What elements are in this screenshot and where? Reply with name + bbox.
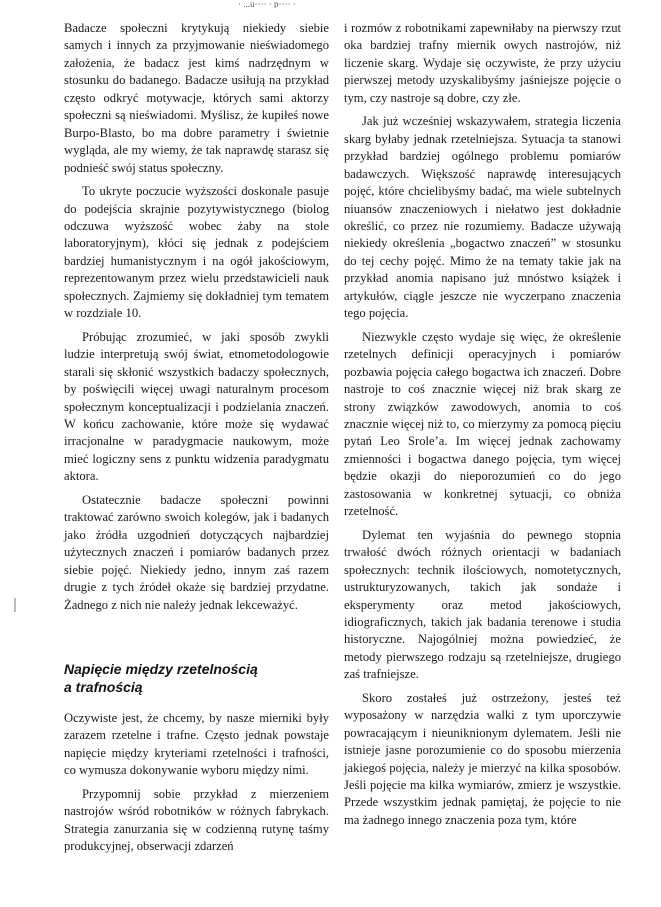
paragraph: Dylemat ten wyjaśnia do pewnego stopnia trwałość dwóch różnych orientacji w badaniach społecznych: technik ilościowych, nomotetycznych, ustrukturyzowanych, takich jak sondaże i eksperymenty oraz metod jakościowych, idiograficznych, takich jak badania terenowe i studia historyczne. Najogólniej można powiedzieć, że metody pierwszego rodzaju są rzetelniejsze, drugiego zaś trafniejsze. (344, 527, 621, 682)
left-column (64, 20, 329, 862)
paragraph: Badacze społeczni krytykują niekiedy siebie samych i innych za przyjmowanie nieświadomego założenia, że badacz jest kimś nadrzędnym w stosunku do badanego. Badacze usiłują na przykład często odkryć motywacje, których sami aktorzy społeczni są nieświadomi. Myślisz, że kupiłeś nowe Burpo-Blasto, bo ma dobre parametry i świetnie wygląda, ale my wiemy, że tak naprawdę starasz się podnieść swój status społeczny. (64, 21, 329, 175)
paragraph: Ostatecznie badacze społeczni powinni traktować zarówno swoich kolegów, jak i badanych jako źródła uzgodnień dotyczących najbardziej użytecznych znaczeń i pomiarów badanych przez siebie pojęć. Niekiedy jedno, innym zaś razem drugie z tych źródeł okaże się bardziej przydatne. Żadnego z nich nie należy jednak lekceważyć. (64, 492, 329, 612)
section-heading-line: a trafnością (64, 678, 143, 695)
section-heading (64, 660, 329, 696)
paragraph: Niezwykle często wydaje się więc, że określenie rzetelnych definicji operacyjnych i pomiarów pozbawia pojęcia całego bogactwa ich znaczeń. Dobre nastroje to coś znacznie więcej niż brak skarg ze strony związków zawodowych, anomia to coś znacznie więcej niż to, co mierzymy za pomocą pięciu pytań Leo Srole’a. Im więcej jednak zachowamy zmienności i bogactwa danego pojęcia, tym więcej będzie okazji do nieporozumień co do jego zastosowania w konkretnej sytuacji, co obniża rzetelność. (344, 329, 621, 519)
running-header-fragment: · ...u···· · p···· · (238, 0, 296, 8)
paragraph: To ukryte poczucie wyższości doskonale pasuje do podejścia skrajnie pozytywistycznego (biolog odczuwa wyższość wobec żaby na stole laboratoryjnym), kłóci się jednak z podejściem bardziej humanistycznym i na ogół jakościowym, reprezentowanym przez wielu przedstawicieli nauk społecznych. Zajmiemy się dokładniej tym tematem w rozdziale 10. (64, 184, 329, 321)
paragraph: Skoro zostałeś już ostrzeżony, jesteś też wyposażony w narzędzia walki z tym uporczywie powracającym i nieuniknionym dylematem. Jeśli nie istnieje jasne porozumienie co do sposobu mierzenia jakiegoś pojęcia, należy je mierzyć na kilka sposobów. Jeśli pojęcie ma kilka wymiarów, zmierz je wszystkie. Przede wszystkim jednak pamiętaj, że pojęcie to nie ma żadnego innego znaczenia poza tym, które (344, 690, 621, 827)
paragraph: Przypomnij sobie przykład z mierzeniem nastrojów wśród robotników w różnych fabrykach. Strategia zanurzania się w codzienną rutynę taśmy produkcyjnej, obserwacji zdarzeń (64, 786, 329, 854)
paragraph: Próbując zrozumieć, w jaki sposób zwykli ludzie interpretują swój świat, etnometodologowie starali się skłonić wszystkich badaczy społecznych, by poświęcili więcej uwagi naturalnym procesom społecznym konceptualizacji i podzielania znaczeń. W końcu zachowanie, które może się wydawać irracjonalne w paradygmacie naukowym, może mieć logiczny sens z punktu widzenia paradygmatu aktora. (64, 329, 329, 484)
section-heading-line: Napięcie między rzetelnością (64, 660, 258, 677)
paragraph: i rozmów z robotnikami zapewniłaby na pierwszy rzut oka bardziej trafny miernik owych nastrojów, niż liczenie skarg. Wydaje się oczywiste, że przy użyciu pierwszej metody uzyskalibyśmy jaśniejsze pojęcie o tym, czy nastroje są dobre, czy złe. (344, 21, 621, 105)
scan-margin-mark (14, 598, 16, 612)
right-column (344, 20, 621, 835)
paragraph: Oczywiste jest, że chcemy, by nasze mierniki były zarazem rzetelne i trafne. Często jednak powstaje napięcie między kryteriami rzetelności i trafności, co wymusza dokonywanie wyboru między nimi. (64, 710, 329, 778)
paragraph: Jak już wcześniej wskazywałem, strategia liczenia skarg byłaby jednak rzetelniejsza. Sytuacja ta stanowi przykład bardziej ogólnego problemu pomiarów badawczych. Większość naprawdę interesujących pojęć, które chcielibyśmy badać, ma wiele subtelnych niuansów znaczeniowych i niełatwo jest dokładnie określić, co przez nie rozumiemy. Badacze używają niekiedy określenia „bogactwo znaczeń” w stosunku do tej cechy pojęć. Mimo że na tematy takie jak na przykład anomia napisano już mnóstwo książek i artykułów, ciągle jeszcze nie wyczerpano znaczenia tego pojęcia. (344, 114, 621, 321)
